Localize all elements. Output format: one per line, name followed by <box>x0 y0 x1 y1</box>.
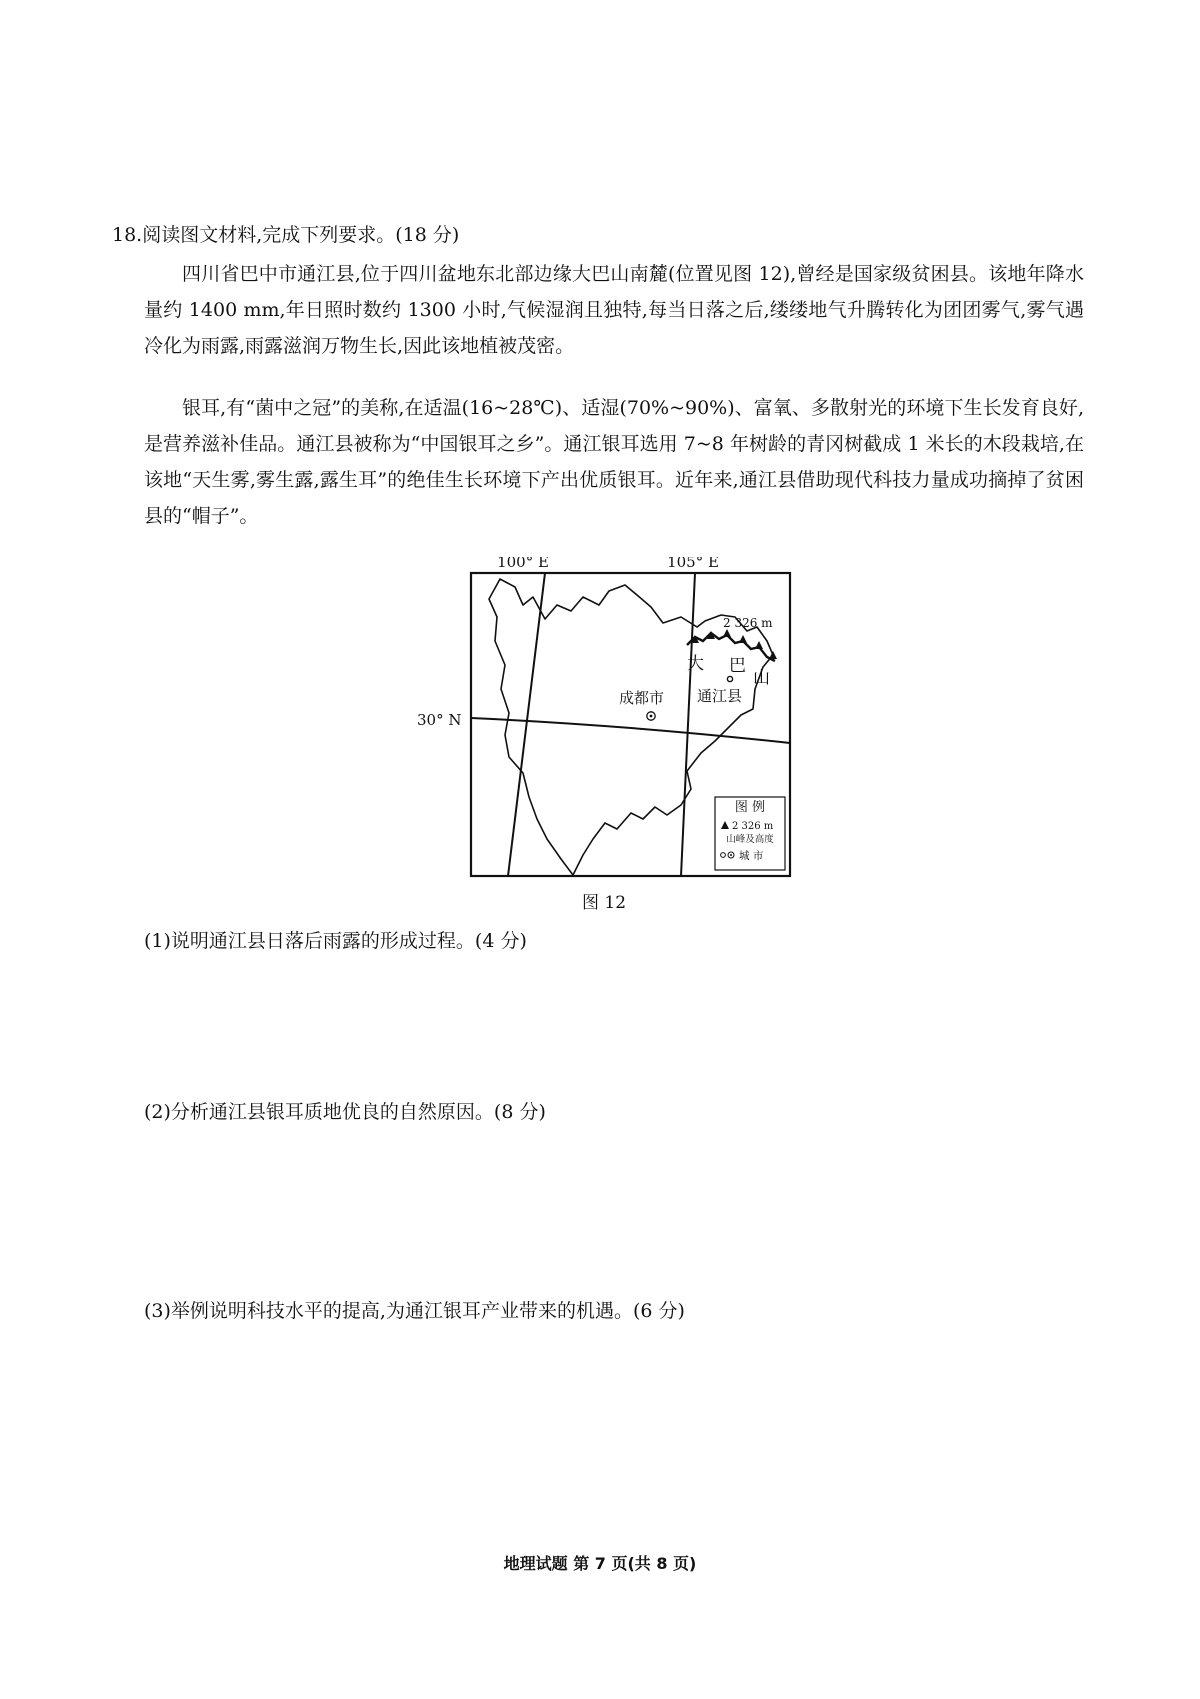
sub-question-3: (3)举例说明科技水平的提高,为通江银耳产业带来的机遇。(6 分) <box>144 1300 685 1322</box>
legend-peak-value: 2 326 m <box>732 821 774 832</box>
parallel-30n <box>471 718 790 743</box>
legend-city-desc: 城 市 <box>739 850 764 862</box>
material-paragraph-2: 银耳,有“菌中之冠”的美称,在适温(16~28℃)、适湿(70%~90%)、富氧、多散射光的环境下生长发育良好,是营养滋补佳品。通江县被称为“中国银耳之乡”。通江银耳选用 7~8 年树龄的青冈树截成 1 米长的木段栽培,在该地“天生雾,雾生露,露生耳”的绝佳生长环境下产出优质银耳。近年来,通江县借助现代科技力量成功摘掉了贫困县的“帽子”。 <box>144 397 1084 527</box>
sub-question-2: (2)分析通江县银耳质地优良的自然原因。(8 分) <box>144 1101 546 1123</box>
chengdu-city-label: 成都市 <box>619 689 665 707</box>
tongjiang-county-label: 通江县 <box>697 687 743 705</box>
question-title: 18.阅读图文材料,完成下列要求。(18 分) <box>112 224 460 246</box>
page-footer: 地理试题 第 7 页(共 8 页) <box>503 1554 697 1573</box>
tongjiang-county-symbol <box>727 676 732 681</box>
sichuan-map-figure <box>405 557 795 887</box>
lat-label-30: 30° N <box>417 711 462 729</box>
mountain-char-shan: 山 <box>753 668 770 688</box>
material-paragraph-1: 四川省巴中市通江县,位于四川盆地东北部边缘大巴山南麓(位置见图 12),曾经是国家级贫困县。该地年降水量约 1400 mm,年日照时数约 1300 小时,气候湿润且独特,每当日落之后,缕缕地气升腾转化为团团雾气,雾气遇冷化为雨露,雨露滋润万物生长,因此该地植被茂密。 <box>144 263 1084 357</box>
sub-question-1: (1)说明通江县日落后雨露的形成过程。(4 分) <box>144 930 527 952</box>
legend-peak-desc: 山峰及高度 <box>726 834 774 845</box>
mountain-char-da: 大 <box>687 654 704 674</box>
chengdu-city-symbol-dot <box>650 715 653 718</box>
peak-height-label: 2 326 m <box>723 616 773 630</box>
mountain-char-ba: 巴 <box>729 656 746 676</box>
legend-title: 图 例 <box>734 800 766 815</box>
meridian-100e <box>508 573 545 876</box>
figure-caption: 图 12 <box>582 893 627 913</box>
lon-label-105: 105° E <box>667 557 719 571</box>
map-legend <box>715 797 785 870</box>
lon-label-100: 100° E <box>497 557 549 571</box>
